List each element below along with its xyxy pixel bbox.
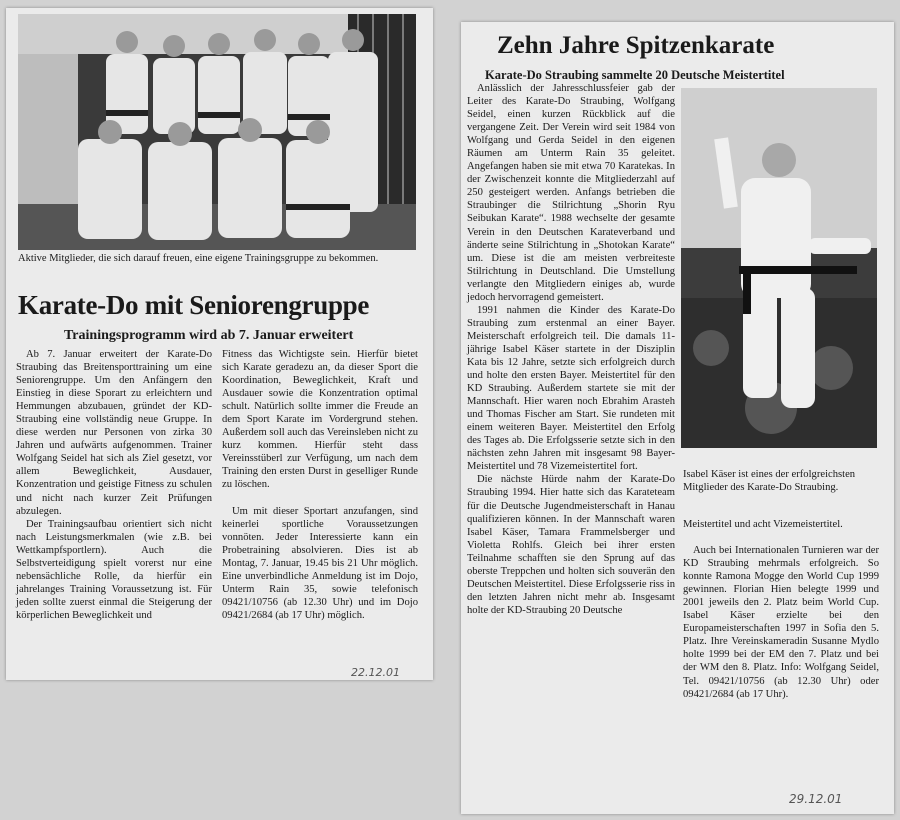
article-column-2 — [683, 518, 879, 701]
group-photo — [18, 14, 416, 250]
paragraph: Fitness das Wichtigste sein. Hierfür bietet sich Karate geradezu an, da dieser Sport die Koordination, Beweglichkeit, Kraft und Ausdauer sowie die Konzentration optimal schult. Natürlich sollte immer die Freude an dem Sport Karate im Vordergrund stehen. Außerdem soll auch das Vereinsleben nicht zu kurz kommen. Hierfür steht dass Vereinsstüberl zur Verfügung, um nach dem Training den ersten Durst in geselliger Runde zu löschen. — [222, 349, 418, 491]
article-column-1 — [16, 348, 212, 622]
newspaper-clipping-seniorengruppe — [6, 8, 433, 680]
karate-athlete-photo — [681, 88, 877, 448]
paragraph: 1991 nahmen die Kinder des Karate-Do Straubing zum erstenmal an einer Bayer. Meisterschaft erfolgreich teil. Die damals 11-jährige Isabel Käser startete in der Disziplin Kata bis 12 Jahre, setzte sich erfolgreich durch und holte den ersten Bayer. Meistertitel für den KD Straubing. Außerdem startete sie mit der Mannschaft. Hier waren noch Ebrahim Arasteh und Thomas Fischer am Start. Sie rundeten mit einem weiteren Bayer. Meistertitel den Erfolg des Tages ab. Die Erfolgsserie setzte sich in den nächsten zehn Jahren mit insgesamt 98 Bayer-Meistertitel und 78 Vizemeistertitel fort. — [467, 304, 675, 473]
article-headline: Karate-Do mit Seniorengruppe — [18, 290, 370, 320]
paragraph: Der Trainingsaufbau orientiert sich nicht nach Leistungsmerkmalen (wie z.B. bei Wettkampfsportlern). Auch die Selbstverteidigung spielt vorerst nur eine nebensächliche Rolle, da hierfür ein jahrelanges Training Voraussetzung ist. Für jeden sollte zuerst einmal die Steigerung der körperlichen Beweglichkeit und — [16, 518, 212, 621]
paragraph: Ab 7. Januar erweitert der Karate-Do Straubing das Breitensporttraining um eine Seniorengruppe. Um den Anfängern den Einstieg in diese Sporart zu erleichtern und Hemmungen abzubauen, gründet der KD-Straubing eine vollständig neue Gruppe. In diese werden nur Personen von zirka 30 Jahren und aufwärts aufgenommen. Trainer Wolfgang Seidel hat sich als Ziel gesetzt, vor allem Beweglichkeit, Ausdauer, Konzentration und geistige Fitness zu schulen und nicht nach kurzer Zeit Prüfungen abzulegen. — [16, 349, 212, 517]
paragraph: Anlässlich der Jahresschlussfeier gab der Leiter des Karate-Do Straubing, Wolfgang Seidel, einen kurzen Rückblick auf die vergangene Zeit. Der Verein wird seit 1984 von Wolfgang und Gerda Seidel in den eigenen Räumen am Unterm Rain 35 geleitet. Angefangen haben sie mit etwa 70 Karatekas. In der Zwischenzeit konnte die Mitgliederzahl auf 250 gesteigert werden. Anfangs betrieben die Straubinger die Stilrichtung „Shorin Ryu Seibukan Karate“. 1988 wechselte der gesamte Verein in den Deutschen Karateverband und änderte seine Stilrichtung in „Shotokan Karate“ um. Diese ist die am meisten verbreiteste Stilrichtung in Deutschland. Die Umstellung verlangte den Mitgliedern einiges ab, wurde jedoch hervorragend gemeistert. — [467, 83, 675, 303]
photo-caption: Isabel Käser ist eines der erfolgreichsten Mitglieder des Karate-Do Straubing. — [683, 469, 856, 493]
article-headline: Zehn Jahre Spitzenkarate — [497, 32, 775, 59]
photo-caption: Aktive Mitglieder, die sich darauf freuen, eine eigene Trainingsgruppe zu bekommen. — [18, 253, 379, 264]
paragraph: Um mit dieser Sportart anzufangen, sind keinerlei sportliche Voraussetzungen vonnöten. Jeder Interessierte kann ein Probetraining absolvieren. Dies ist ab Montag, 7. Januar, 19.45 bis 21 Uhr möglich. Eine unverbindliche Anmeldung ist im Dojo, Unterm Rain 35, sowie telefonisch 09421/10756 (ab 12.30 Uhr) und im Dojo 09421/2684 (ab 17 Uhr) möglich. — [222, 505, 418, 621]
article-subheadline: Trainingsprogramm wird ab 7. Januar erweitert — [64, 328, 354, 343]
article-column-2 — [222, 348, 418, 622]
paragraph: Meistertitel und acht Vizemeistertitel. — [683, 519, 843, 530]
article-column-1 — [467, 82, 675, 617]
handwritten-date: 22.12.01 — [351, 666, 400, 679]
paragraph: Die nächste Hürde nahm der Karate-Do Straubing 1994. Hier hatte sich das Karateteam für die Deutsche Jugendmeisterschaft in Hanau qualifizieren können. In der Mannschaft waren Isabel Käser, Tamara Frammelsberger und Violetta Rohlfs. Gleich bei ihrer ersten Teilnahme schafften sie den Sprung auf das oberste Treppchen und holten sich souverän den Deutschen Meistertitel. Diese Erfolgsserie riss in den letzten Jahren nicht mehr ab. Insgesamt holte der KD-Straubing 20 Deutsche — [467, 474, 675, 616]
newspaper-clipping-spitzenkarate — [461, 22, 894, 814]
handwritten-date: 29.12.01 — [789, 792, 843, 806]
paragraph: Auch bei Internationalen Turnieren war der KD Straubing mehrmals erfolgreich. So konnte Ramona Mogge den World Cup 1999 gewinnen. Florian Hien belegte 1999 und 2001 jeweils den 2. Platz beim World Cup. Isabel Käser erzielte bei den Europameisterschaften 1997 in Sofia den 5. Platz. Ihre Vereinskameradin Susanne Mydlo holte 1999 bei der EM den 7. Platz und bei der WM den 8. Platz. Info: Wolfgang Seidel, Tel. 09421/10756 (ab 12.30 Uhr) oder 09421/2684 (ab 17 Uhr). — [683, 545, 879, 700]
article-subheadline: Karate-Do Straubing sammelte 20 Deutsche Meistertitel — [485, 68, 785, 82]
